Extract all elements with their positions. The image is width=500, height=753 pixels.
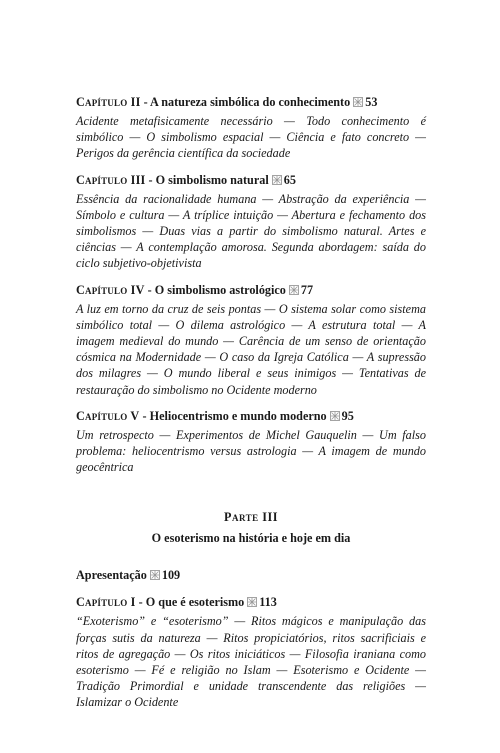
toc-entry bbox=[76, 594, 426, 710]
ornament-icon bbox=[150, 570, 160, 580]
chapter-summary: “Exoterismo” e “esoterismo” — Ritos mágicos e manipulação das forças sutis da natureza — Ritos propiciatórios, ritos sacrificiais e ritos de agregação — Os ritos iniciáticos — Filosofia iraniana como esoterismo — Fé e religião no Islam — Esoterismo e Ocidente — Tradição Primordial e unidade transcendente das religiões — Islamizar o Ocidente bbox=[76, 614, 426, 710]
chapter-title: O simbolismo astrológico bbox=[154, 282, 286, 297]
ornament-icon bbox=[330, 411, 340, 421]
chapter-label: Capítulo III bbox=[76, 172, 146, 187]
ornament-icon bbox=[353, 97, 363, 107]
page-number: 77 bbox=[300, 282, 314, 297]
entry-heading: Capítulo I - O que é esoterismo 113 bbox=[76, 595, 277, 610]
ornament-icon bbox=[247, 597, 257, 607]
toc-entry bbox=[76, 408, 426, 476]
chapter-label: Capítulo I bbox=[76, 595, 136, 610]
part-label: Parte III bbox=[224, 510, 278, 525]
page-number: 65 bbox=[283, 172, 296, 187]
toc-section-top bbox=[76, 94, 426, 475]
page-number: 109 bbox=[161, 568, 181, 583]
chapter-label: Capítulo IV bbox=[76, 282, 145, 297]
part-heading bbox=[76, 509, 426, 547]
chapter-summary: Um retrospecto — Experimentos de Michel Gauquelin — Um falso problema: heliocentrismo versus astrologia — A imagem de mundo geocêntrica bbox=[76, 427, 426, 475]
toc-entry bbox=[76, 282, 426, 398]
chapter-title: Apresentação bbox=[76, 568, 147, 583]
entry-heading: Capítulo V - Heliocentrismo e mundo moderno 95 bbox=[76, 408, 354, 423]
chapter-summary: Essência da racionalidade humana — Abstração da experiência — Símbolo e cultura — A tríplice intuição — Abertura e fechamento dos simbolismos — Duas vias a partir do simbolismo natural. Artes e ciências — A contemplação amorosa. Segunda abordagem: saída do ciclo subjetivo-objetivista bbox=[76, 191, 426, 271]
chapter-title: Heliocentrismo e mundo moderno bbox=[149, 408, 327, 423]
chapter-title: O que é esoterismo bbox=[145, 595, 245, 610]
ornament-icon bbox=[272, 175, 282, 185]
toc-entry bbox=[76, 172, 426, 272]
page-number: 53 bbox=[365, 95, 378, 109]
entry-heading: Capítulo II - A natureza simbólica do conhecimento 53 bbox=[76, 95, 378, 109]
chapter-title: O simbolismo natural bbox=[155, 172, 269, 187]
chapter-summary: Acidente metafisicamente necessário — Todo conhecimento é simbólico — O simbolismo espacial — Ciência e fato concreto — Perigos da gerência científica da sociedade bbox=[76, 114, 426, 161]
chapter-label: Capítulo V bbox=[76, 408, 140, 423]
page-number: 95 bbox=[341, 408, 354, 423]
chapter-title: A natureza simbólica do conhecimento bbox=[150, 95, 351, 109]
entry-heading: Capítulo IV - O simbolismo astrológico 77 bbox=[76, 282, 314, 297]
chapter-summary: A luz em torno da cruz de seis pontas — O sistema solar como sistema simbólico total — O dilema astrológico — A estrutura total — A imagem medieval do mundo — Carência de um senso de orientação cósmica na Modernidade — O caso da Igreja Católica — A supressão dos milagres — O mundo liberal e seus inimigos — Tentativas de restauração do simbolismo no Ocidente moderno bbox=[76, 301, 426, 397]
toc-entry bbox=[76, 567, 426, 584]
ornament-icon bbox=[289, 285, 299, 295]
table-of-contents bbox=[76, 94, 426, 721]
toc-section-bottom bbox=[76, 567, 426, 710]
chapter-label: Capítulo II bbox=[76, 95, 141, 109]
entry-heading: Capítulo III - O simbolismo natural 65 bbox=[76, 172, 296, 187]
page-number: 113 bbox=[259, 595, 277, 610]
toc-entry bbox=[76, 94, 426, 162]
part-title: O esoterismo na história e hoje em dia bbox=[151, 531, 351, 546]
entry-heading bbox=[76, 567, 426, 584]
